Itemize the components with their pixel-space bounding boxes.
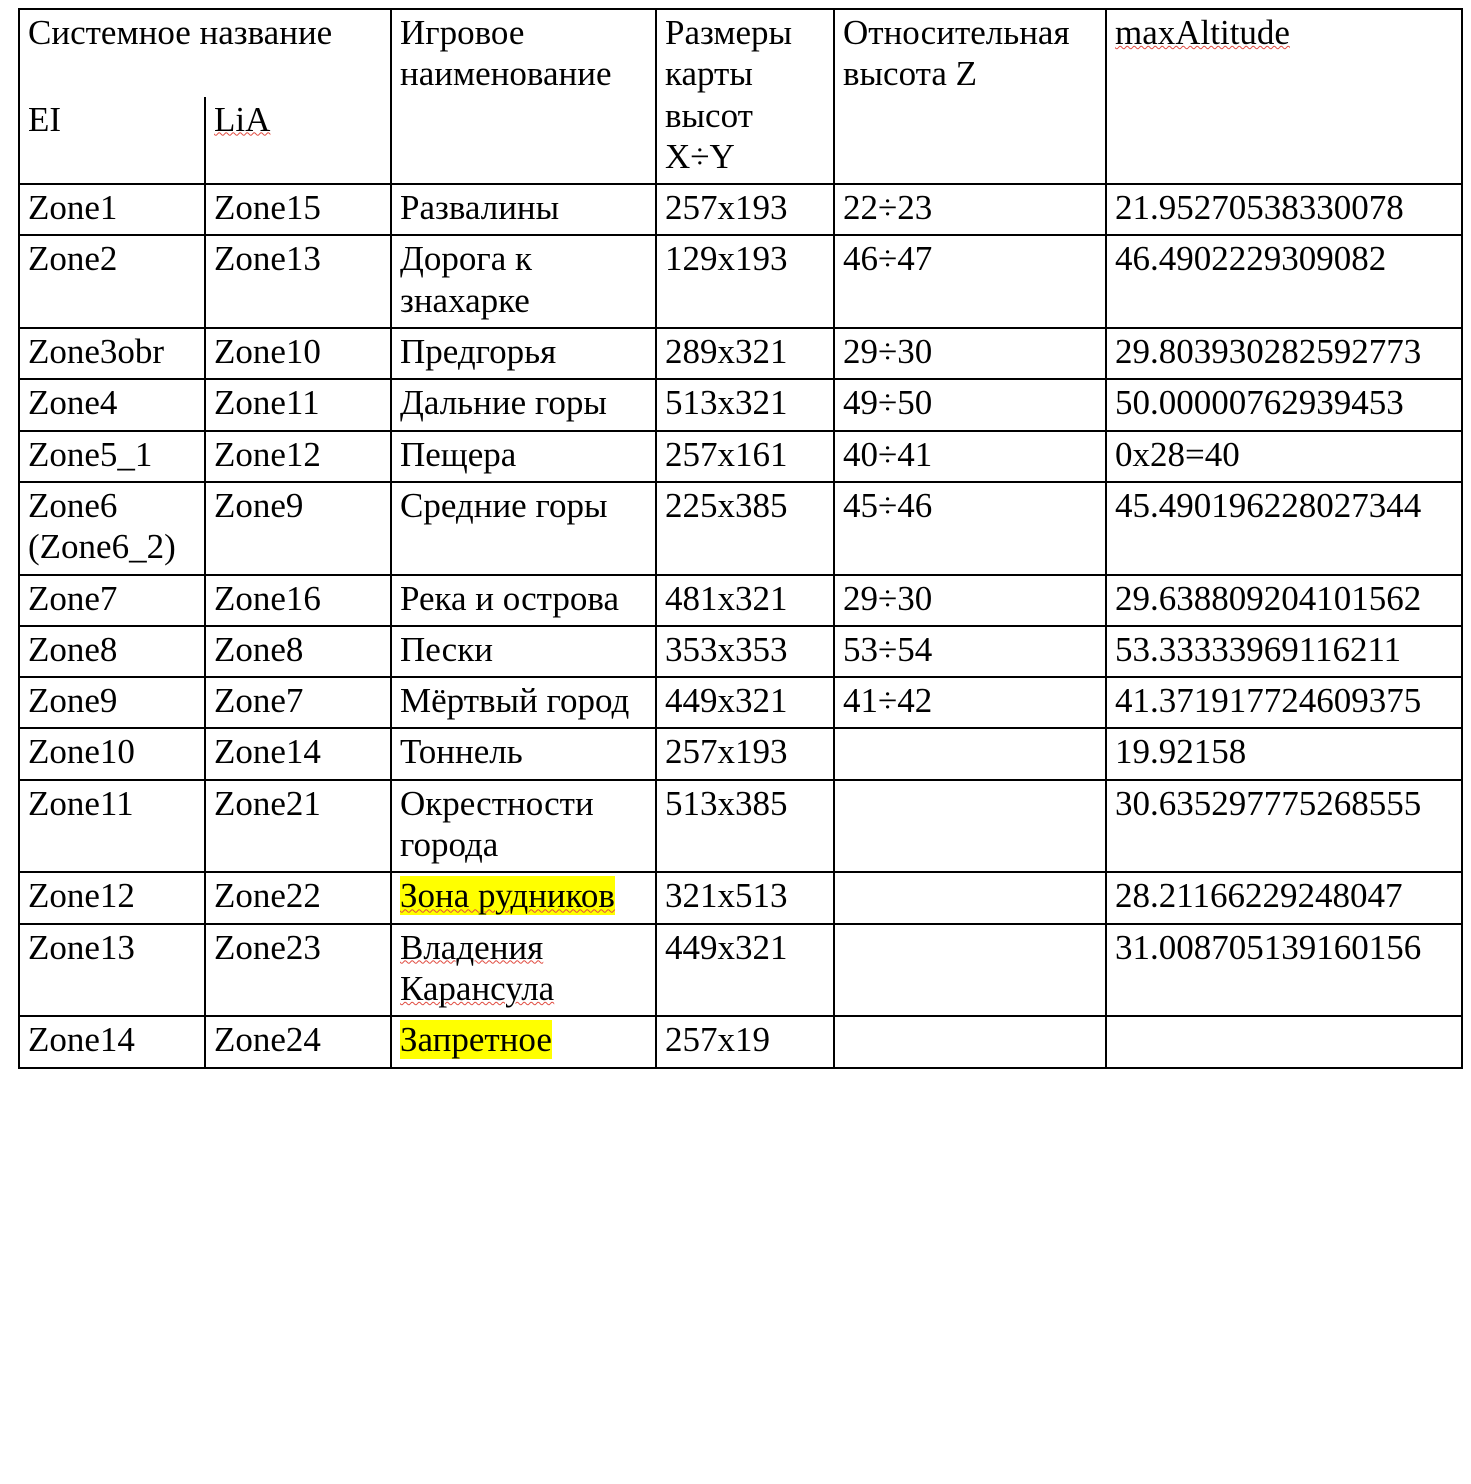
cell-relative-z: 40÷41 [834, 431, 1106, 482]
cell-game-name: Дорога к знахарке [391, 235, 656, 328]
cell-ei: Zone6 (Zone6_2) [19, 482, 205, 575]
cell-max-altitude: 19.92158 [1106, 728, 1462, 779]
header-sub-lia: LiA [205, 97, 391, 185]
cell-ei: Zone2 [19, 235, 205, 328]
cell-game-name: Развалины [391, 184, 656, 235]
table-row [19, 872, 1462, 923]
cell-game-name: Пещера [391, 431, 656, 482]
cell-ei: Zone14 [19, 1016, 205, 1067]
header-map-size: Размеры карты высот X÷Y [656, 9, 834, 184]
cell-map-size: 257x193 [656, 728, 834, 779]
cell-relative-z: 45÷46 [834, 482, 1106, 575]
highlighted-text: Зона рудников [400, 876, 615, 916]
table-row [19, 1016, 1462, 1067]
cell-ei: Zone3obr [19, 328, 205, 379]
cell-lia: Zone7 [205, 677, 391, 728]
cell-ei: Zone5_1 [19, 431, 205, 482]
cell-max-altitude: 21.95270538330078 [1106, 184, 1462, 235]
cell-max-altitude: 30.635297775268555 [1106, 780, 1462, 873]
cell-lia: Zone11 [205, 379, 391, 430]
cell-relative-z: 29÷30 [834, 328, 1106, 379]
cell-lia: Zone22 [205, 872, 391, 923]
cell-ei: Zone11 [19, 780, 205, 873]
table-row [19, 184, 1462, 235]
cell-max-altitude: 50.00000762939453 [1106, 379, 1462, 430]
table-header-row-top [19, 9, 1462, 97]
cell-game-name: Пески [391, 626, 656, 677]
cell-game-name [391, 924, 656, 1017]
cell-max-altitude: 28.21166229248047 [1106, 872, 1462, 923]
table-row [19, 626, 1462, 677]
cell-max-altitude: 31.008705139160156 [1106, 924, 1462, 1017]
cell-game-name: Средние горы [391, 482, 656, 575]
cell-max-altitude: 45.490196228027344 [1106, 482, 1462, 575]
cell-max-altitude: 41.371917724609375 [1106, 677, 1462, 728]
cell-map-size: 257x161 [656, 431, 834, 482]
cell-relative-z [834, 728, 1106, 779]
cell-max-altitude: 29.638809204101562 [1106, 575, 1462, 626]
cell-lia: Zone9 [205, 482, 391, 575]
cell-relative-z: 49÷50 [834, 379, 1106, 430]
cell-relative-z: 46÷47 [834, 235, 1106, 328]
cell-max-altitude: 53.33333969116211 [1106, 626, 1462, 677]
cell-max-altitude: 0x28=40 [1106, 431, 1462, 482]
cell-ei: Zone10 [19, 728, 205, 779]
cell-relative-z: 53÷54 [834, 626, 1106, 677]
cell-map-size: 353x353 [656, 626, 834, 677]
cell-map-size: 257x193 [656, 184, 834, 235]
cell-ei: Zone12 [19, 872, 205, 923]
cell-lia: Zone10 [205, 328, 391, 379]
cell-relative-z [834, 1016, 1106, 1067]
cell-map-size: 513x321 [656, 379, 834, 430]
cell-game-name: Дальние горы [391, 379, 656, 430]
cell-game-name: Предгорья [391, 328, 656, 379]
zones-table [18, 8, 1463, 1069]
cell-game-name: Река и острова [391, 575, 656, 626]
cell-lia: Zone13 [205, 235, 391, 328]
cell-ei: Zone8 [19, 626, 205, 677]
table-row [19, 677, 1462, 728]
table-row [19, 328, 1462, 379]
cell-map-size: 257x19 [656, 1016, 834, 1067]
cell-map-size: 321x513 [656, 872, 834, 923]
cell-game-name: Тоннель [391, 728, 656, 779]
cell-lia: Zone12 [205, 431, 391, 482]
cell-map-size: 449x321 [656, 677, 834, 728]
cell-map-size: 225x385 [656, 482, 834, 575]
cell-relative-z: 41÷42 [834, 677, 1106, 728]
table-row [19, 379, 1462, 430]
cell-lia: Zone14 [205, 728, 391, 779]
cell-lia: Zone23 [205, 924, 391, 1017]
cell-game-name-text: Владения Карансула [400, 927, 555, 1008]
cell-lia: Zone24 [205, 1016, 391, 1067]
cell-relative-z: 29÷30 [834, 575, 1106, 626]
cell-ei: Zone1 [19, 184, 205, 235]
cell-map-size: 481x321 [656, 575, 834, 626]
header-sub-ei: EI [19, 97, 205, 185]
table-row [19, 924, 1462, 1017]
cell-relative-z [834, 924, 1106, 1017]
cell-relative-z: 22÷23 [834, 184, 1106, 235]
cell-game-name [391, 872, 656, 923]
table-row [19, 728, 1462, 779]
cell-ei: Zone7 [19, 575, 205, 626]
cell-map-size: 129x193 [656, 235, 834, 328]
cell-max-altitude: 46.4902229309082 [1106, 235, 1462, 328]
header-max-altitude: maxAltitude [1106, 9, 1462, 184]
cell-ei: Zone9 [19, 677, 205, 728]
cell-relative-z [834, 872, 1106, 923]
table-row [19, 431, 1462, 482]
header-game-name: Игровое наименование [391, 9, 656, 184]
cell-map-size: 289x321 [656, 328, 834, 379]
cell-game-name: Окрестности города [391, 780, 656, 873]
cell-ei: Zone13 [19, 924, 205, 1017]
cell-ei: Zone4 [19, 379, 205, 430]
table-row [19, 780, 1462, 873]
cell-relative-z [834, 780, 1106, 873]
header-system-name: Системное название [19, 9, 391, 97]
cell-game-name [391, 1016, 656, 1067]
cell-lia: Zone21 [205, 780, 391, 873]
cell-max-altitude [1106, 1016, 1462, 1067]
table-row [19, 575, 1462, 626]
cell-lia: Zone8 [205, 626, 391, 677]
cell-lia: Zone15 [205, 184, 391, 235]
cell-map-size: 513x385 [656, 780, 834, 873]
table-row [19, 482, 1462, 575]
cell-max-altitude: 29.803930282592773 [1106, 328, 1462, 379]
cell-map-size: 449x321 [656, 924, 834, 1017]
highlighted-text: Запретное [400, 1020, 552, 1060]
cell-lia: Zone16 [205, 575, 391, 626]
header-relative-z: Относительная высота Z [834, 9, 1106, 184]
cell-game-name: Мёртвый город [391, 677, 656, 728]
table-row [19, 235, 1462, 328]
